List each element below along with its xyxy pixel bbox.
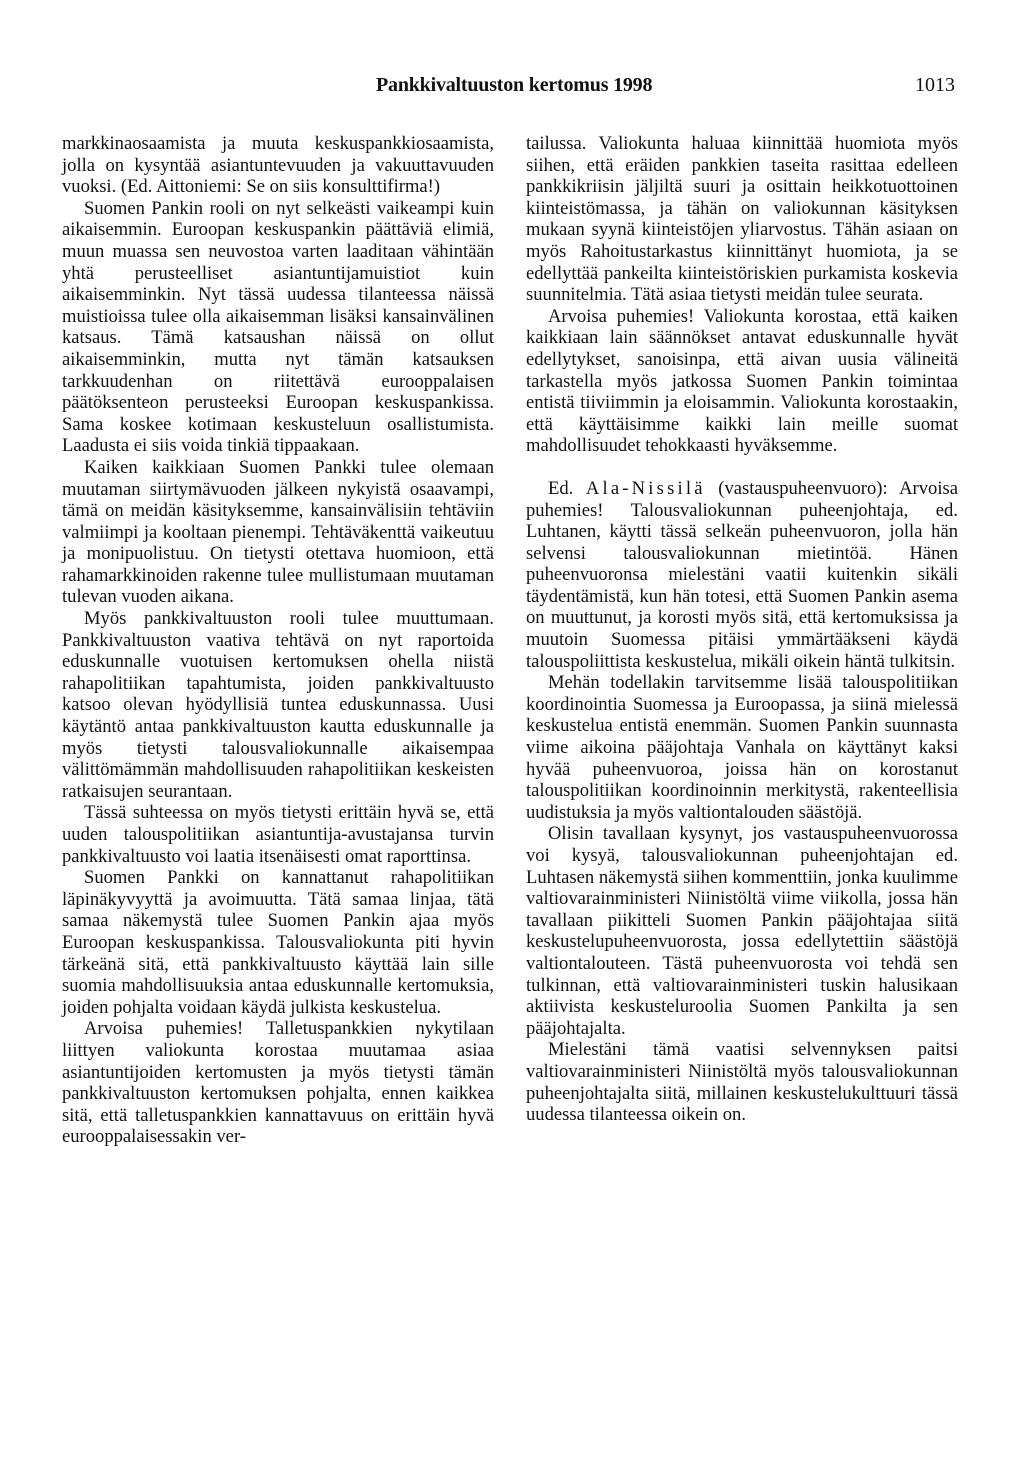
- left-paragraph-7: Arvoisa puhemies! Talletuspankkien nykytilaan liittyen valiokunta korostaa muutamaa asiaa asiantuntijoiden kertomusten ja myös tietysti tämän pankkivaltuuston kertomuksen pohjalta, ennen kaikkea sitä, että talletuspankkien kannattavuus on erittäin hyvä eurooppalaisessakin ver-: [62, 1018, 494, 1148]
- speaker-paragraph: [526, 478, 958, 672]
- left-paragraph-5: Tässä suhteessa on myös tietysti erittäin hyvä se, että uuden talouspolitiikan asiantuntija-avustajansa turvin pankkivaltuusto voi laatia itsenäisesti omat raporttinsa.: [62, 802, 494, 867]
- left-paragraph-4: Myös pankkivaltuuston rooli tulee muuttumaan. Pankkivaltuuston vaativa tehtävä on nyt raportoida eduskunnalle vuotuisen kertomuksen ohella niistä rahapolitiikan tapahtumista, joiden pankkivaltuusto katsoo olevan hyödyllisiä tuntea eduskunnassa. Uusi käytäntö antaa pankkivaltuuston kautta eduskunnalle ja myös tietysti talousvaliokunnalle aikaisempaa välittömämmän mahdollisuuden rahapolitiikan keskeisten ratkaisujen seurantaan.: [62, 608, 494, 802]
- speaker-prefix: Ed.: [548, 477, 574, 499]
- right-paragraph-2: Arvoisa puhemies! Valiokunta korostaa, että kaiken kaikkiaan lain säännökset antavat eduskunnalle hyvät edellytykset, sanoisinpa, että aivan uusia välineitä tarkastella myös jatkossa Suomen Pankin toimintaa entistä tiiviimmin ja eloisammin. Valiokunta korostaakin, että käyttäisimme kaikki lain meille suomat mahdollisuudet tehokkaasti hyväksemme.: [526, 305, 958, 457]
- speaker-statement: (vastauspuheenvuoro): Arvoisa puhemies! Talousvaliokunnan puheenjohtaja, ed. Luhtanen, käytti tässä selkeän puheenvuoron, jolla hän selvensi talousvaliokunnan mietintöä. Hänen puheenvuoronsa mielestäni vaatii kuitenkin sikäli täydentämistä, kun hän totesi, että Suomen Pankin asema on muuttunut, ja korosti myös sitä, että kertomuksissa ja muutoin Suomessa pitäisi ymmärtääkseni käydä talouspoliittista keskustelua, mikäli oikein häntä tulkitsin.: [526, 477, 958, 672]
- right-paragraph-6: Mielestäni tämä vaatisi selvennyksen paitsi valtiovarainministeri Niinistöltä myös talousvaliokunnan puheenjohtajalta siitä, millainen keskustelukulttuuri tässä uudessa tilanteessa oikein on.: [526, 1039, 958, 1126]
- left-paragraph-6: Suomen Pankki on kannattanut rahapolitiikan läpinäkyvyyttä ja avoimuutta. Tätä samaa linjaa, tätä samaa näkemystä tulee Suomen Pankin ajaa myös Euroopan keskuspankissa. Talousvaliokunta piti hyvin tärkeänä sitä, että pankkivaltuusto käyttää lain sille suomia mahdollisuuksia antaa eduskunnalle kertomuksia, joiden pohjalta voidaan käydä julkista keskustelua.: [62, 867, 494, 1018]
- right-text-column: [526, 133, 958, 1126]
- right-paragraph-5: Olisin tavallaan kysynyt, jos vastauspuheenvuorossa voi kysyä, talousvaliokunnan puheenjohtajan ed. Luhtasen näkemystä siihen kommenttiin, jonka kuulimme valtiovarainministeri Niinistöltä viime viikolla, jossa hän tavallaan piikitteli Suomen Pankin pääjohtajaa siitä keskustelupuheenvuorosta, jossa edellytettiin säästöjä valtiontalouteen. Tästä puheenvuorosta voi tehdä sen tulkinnan, että valtiovarainministeri tuskin halusikaan aktiivista keskusteluroolia Suomen Pankilta ja sen pääjohtajalta.: [526, 823, 958, 1039]
- left-paragraph-2: Suomen Pankin rooli on nyt selkeästi vaikeampi kuin aikaisemmin. Euroopan keskuspankin päättäviä elimiä, muun muassa sen neuvostoa varten laaditaan vähintään yhtä perusteelliset asiantuntijamuistiot kuin aikaisemminkin. Nyt tässä uudessa tilanteessa näissä muistioissa tulee olla aikaisemman lisäksi kansainvälinen katsaus. Tämä katsaushan näissä on ollut aikaisemminkin, mutta nyt tämän katsauksen tarkkuudenhan on riitettävä eurooppalaisen päätöksenteon perusteeksi Euroopan keskuspankissa. Sama koskee kotimaan keskusteluun osallistumista. Laadusta ei siis voida tinkiä tippaakaan.: [62, 197, 494, 457]
- page-number: 1013: [915, 74, 955, 96]
- left-text-column: [62, 133, 494, 1148]
- running-header-title: Pankkivaltuuston kertomus 1998: [376, 74, 653, 96]
- right-paragraph-1: tailussa. Valiokunta haluaa kiinnittää huomiota myös siihen, että eräiden pankkien taseita rasittaa edelleen pankkikriisin jäljiltä suuri ja osittain heikkotuottoinen kiinteistömassa, ja tähän on valiokunnan käsityksen mukaan syynä kiinteistöjen yliarvostus. Tähän asiaan on myös Rahoitustarkastus kiinnittänyt huomiota, ja se edellyttää pankeilta kiinteistöriskien purkamista koskevia suunnitelmia. Tätä asiaa tietysti meidän tulee seurata.: [526, 133, 958, 306]
- right-paragraph-4: Mehän todellakin tarvitsemme lisää talouspolitiikan koordinointia Suomessa ja Euroopassa, ja siinä mielessä keskustelua entistä enemmän. Suomen Pankin suunnasta viime aikoina pääjohtaja Vanhala on käyttänyt kaksi hyvää puheenvuoroa, joissa hän on korostanut talouspolitiikan koordinoinnin merkitystä, rakenteellisia uudistuksia ja myös valtiontalouden säästöjä.: [526, 672, 958, 823]
- left-paragraph-3: Kaiken kaikkiaan Suomen Pankki tulee olemaan muutaman siirtymävuoden jälkeen nykyistä osaavampi, tämä on meidän käsityksemme, kansainvälisiin tehtäviin valmiimpi ja kooltaan pienempi. Tehtäväkenttä vaikeutuu ja monipuolistuu. On tietysti otettava huomioon, että rahamarkkinoiden rakenne tulee mullistumaan muutaman tulevan vuoden aikana.: [62, 456, 494, 608]
- speaker-name: Ala-Nissilä: [585, 477, 706, 499]
- left-paragraph-1: markkinaosaamista ja muuta keskuspankkiosaamista, jolla on kysyntää asiantuntevuuden ja vakuuttavuuden vuoksi. (Ed. Aittoniemi: Se on siis konsulttifirma!): [62, 133, 494, 198]
